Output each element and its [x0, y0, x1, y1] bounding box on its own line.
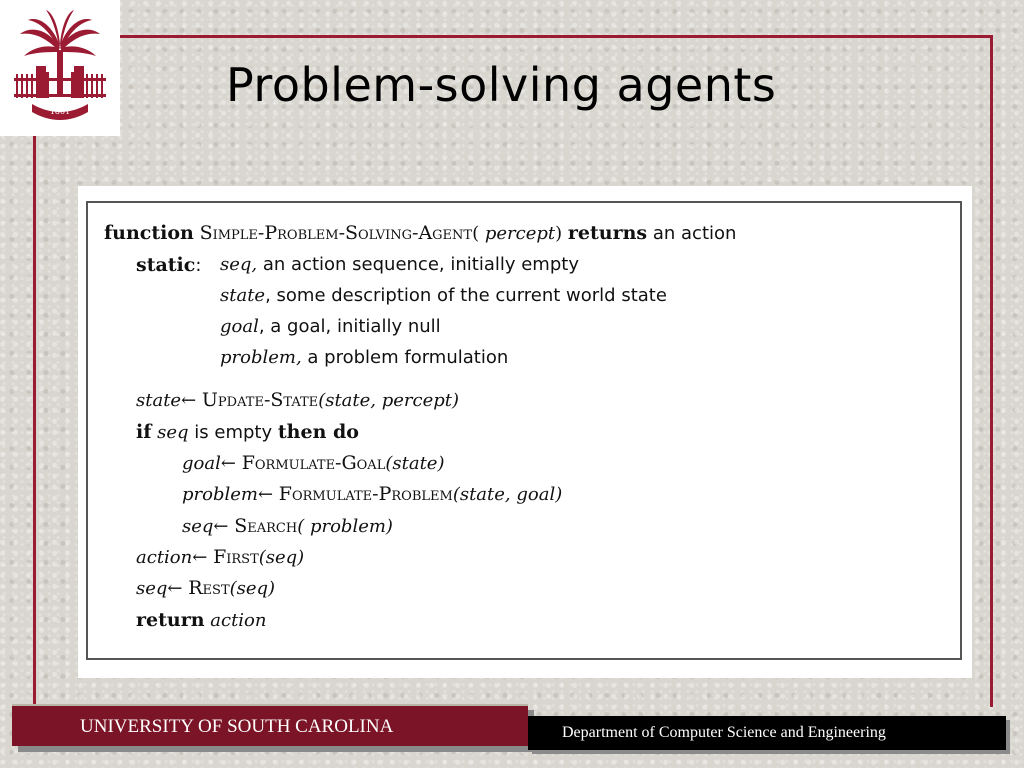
pseudocode-box [86, 201, 962, 660]
fn-rest: Rest [188, 577, 230, 599]
keyword-if: if [136, 421, 152, 443]
pseudocode-line-9 [182, 483, 562, 506]
pseudocode-line-8 [182, 452, 444, 475]
pseudocode-line-13 [136, 609, 266, 632]
pseudocode-line-3 [220, 285, 667, 307]
var-state: state [220, 285, 266, 306]
var-goal: goal [220, 316, 259, 337]
pseudocode-line-1 [104, 222, 736, 245]
fn-formulate-goal: Formulate-Goal [241, 452, 386, 474]
var-seq: seq [136, 578, 168, 599]
department-name: Department of Computer Science and Engineering [562, 724, 886, 741]
var-seq: seq [157, 422, 189, 443]
var-state: state [136, 390, 182, 411]
pseudocode-line-12 [136, 577, 275, 600]
pseudocode-line-2-var [220, 254, 579, 276]
assign-arrow: ← [192, 547, 208, 568]
assign-arrow: ← [167, 578, 183, 599]
pseudocode-line-5 [220, 347, 508, 369]
pseudocode-line-10 [182, 515, 393, 538]
keyword-function: function [104, 222, 194, 244]
slide-title: Problem-solving agents [226, 58, 777, 112]
var-problem: problem, [220, 347, 302, 368]
pseudocode-line-6 [136, 389, 459, 412]
fn-first: First [213, 546, 259, 568]
var-desc: , a goal, initially null [258, 316, 441, 337]
return-desc: an action [652, 223, 737, 244]
fn-formulate-problem: Formulate-Problem [278, 483, 453, 505]
pseudocode-line-7 [136, 421, 359, 444]
fn-args: ( problem) [297, 516, 393, 537]
var-seq: seq, [220, 254, 258, 275]
university-logo [0, 0, 120, 136]
param-percept: percept [484, 223, 556, 244]
var-desc: an action sequence, initially empty [262, 254, 579, 275]
fn-args: (seq) [258, 547, 305, 568]
slide-frame-right [990, 35, 993, 707]
assign-arrow: ← [213, 516, 229, 537]
university-banner [12, 704, 528, 746]
university-name: UNIVERSITY OF SOUTH CAROLINA [80, 716, 394, 737]
paren: ) [555, 223, 563, 244]
var-problem: problem [182, 484, 258, 505]
var-action: action [210, 610, 267, 631]
colon: : [195, 255, 202, 276]
keyword-then-do: then do [277, 421, 359, 443]
fn-args: (seq) [229, 578, 276, 599]
function-name: Simple-Problem-Solving-Agent [199, 222, 473, 244]
pseudocode-line-2 [136, 254, 201, 277]
fn-args: (state, goal) [452, 484, 563, 505]
var-action: action [136, 547, 193, 568]
keyword-static: static [136, 254, 196, 276]
pseudocode-line-11 [136, 546, 304, 569]
fn-args: (state) [385, 453, 445, 474]
department-banner [528, 716, 1006, 750]
fn-search: Search [234, 515, 298, 537]
slide-frame-top [33, 35, 993, 38]
var-desc: , some description of the current world state [265, 285, 667, 306]
paren: ( [472, 223, 480, 244]
palmetto-logo-icon [8, 8, 112, 128]
var-goal: goal [182, 453, 221, 474]
assign-arrow: ← [220, 453, 236, 474]
pseudocode-line-4 [220, 316, 441, 338]
svg-text:1801: 1801 [49, 107, 71, 116]
fn-update-state: Update-State [201, 389, 319, 411]
keyword-returns: returns [567, 222, 648, 244]
fn-args: (state, percept) [318, 390, 460, 411]
assign-arrow: ← [181, 390, 197, 411]
var-desc: a problem formulation [307, 347, 509, 368]
var-seq: seq [182, 516, 214, 537]
condition-text: is empty [194, 422, 273, 443]
assign-arrow: ← [257, 484, 274, 505]
keyword-return: return [136, 609, 205, 631]
